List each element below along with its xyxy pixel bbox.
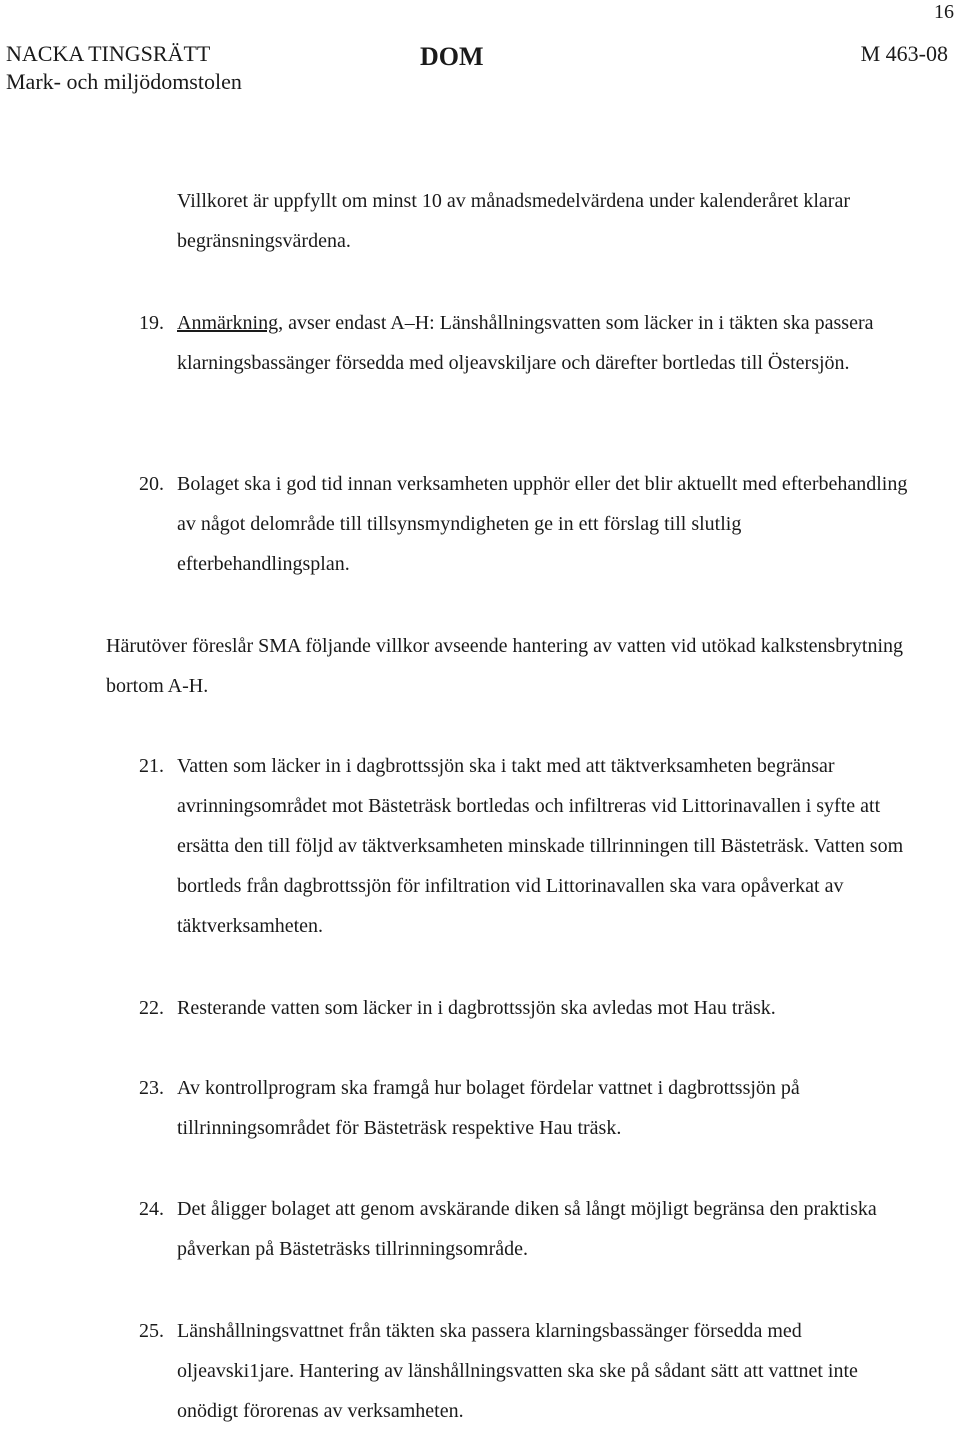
item-text: Av kontrollprogram ska framgå hur bolaget fördelar vattnet i dagbrottssjön på tillrinningsområdet för Bästeträsk respektive Hau träsk. <box>177 1077 800 1139</box>
document-type: DOM <box>420 42 484 71</box>
item-number: 20. <box>139 473 164 495</box>
item-text: Bolaget ska i god tid innan verksamheten upphör eller det blir aktuellt med efterbehandling av något delområde till tillsynsmyndigheten ge in ett förslag till slutlig efterbehandlingsplan. <box>177 473 908 575</box>
list-item-25 <box>139 1311 917 1431</box>
list-item-22 <box>139 988 917 1028</box>
list-item-19 <box>139 303 917 383</box>
list-item-23 <box>139 1068 917 1148</box>
item-text: Resterande vatten som läcker in i dagbrottssjön ska avledas mot Hau träsk. <box>177 997 776 1019</box>
item-text: Länshållningsvattnet från täkten ska passera klarningsbassänger försedda med oljeavski1jare. Hantering av länshållningsvatten ska ske på sådant sätt att vattnet inte onödigt förorenas av verksamheten. <box>177 1320 858 1422</box>
court-name: NACKA TINGSRÄTT <box>6 41 211 66</box>
sma-paragraph: Härutöver föreslår SMA följande villkor avseende hantering av vatten vid utökad kalkstensbrytning bortom A-H. <box>106 635 904 697</box>
item-number: 19. <box>139 312 164 334</box>
item-number: 23. <box>139 1077 164 1099</box>
list-item-20 <box>139 464 917 584</box>
item-text: Det åligger bolaget att genom avskärande diken så långt möjligt begränsa den praktiska påverkan på Bästeträsks tillrinningsområde. <box>177 1198 877 1260</box>
condition-paragraph: Villkoret är uppfyllt om minst 10 av månadsmedelvärdena under kalenderåret klarar begränsningsvärdena. <box>177 190 850 252</box>
case-number: M 463-08 <box>860 41 948 66</box>
item-number: 22. <box>139 997 164 1019</box>
item-number: 21. <box>139 755 164 777</box>
item-number: 25. <box>139 1320 164 1342</box>
item-text: Vatten som läcker in i dagbrottssjön ska i takt med att täktverksamheten begränsar avrinningsområdet mot Bästeträsk bortledas och infiltreras vid Littorinavallen i syfte att ersätta den till följd av täktverksamheten minskade tillrinningen till Bästeträsk. Vatten som bortleds från dagbrottssjön för infiltration vid Littorinavallen ska vara opåverkat av täktverksamheten. <box>177 755 904 937</box>
document-header <box>6 40 948 100</box>
item-number: 24. <box>139 1198 164 1220</box>
item-text: , avser endast A–H: Länshållningsvatten som läcker in i täkten ska passera klarningsbassänger försedda med oljeavskiljare och därefter bortledas till Östersjön. <box>177 312 874 374</box>
annotation-label: Anmärkning <box>177 312 279 334</box>
list-item-24 <box>139 1189 917 1269</box>
list-item-21 <box>139 746 917 946</box>
page-number: 16 <box>934 1 954 23</box>
court-division: Mark- och miljödomstolen <box>6 69 242 94</box>
